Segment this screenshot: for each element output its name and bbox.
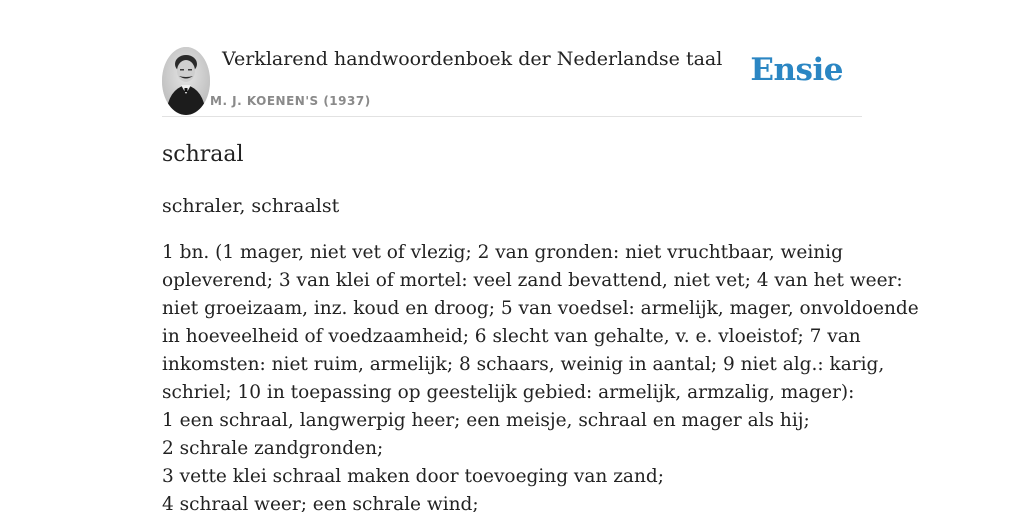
dictionary-header [162,0,862,117]
definition-line: 4 schraal weer; een schrale wind; [162,494,479,512]
entry-headword: schraal [162,142,244,167]
definition-line: in hoeveelheid of voedzaamheid; 6 slecht van gehalte, v. e. vloeistof; 7 van [162,326,861,347]
definition-line: inkomsten: niet ruim, armelijk; 8 schaars, weinig in aantal; 9 niet alg.: karig, [162,354,885,375]
definition-line: schriel; 10 in toepassing op geestelijk gebied: armelijk, armzalig, mager): [162,382,855,403]
definition-line: 2 schrale zandgronden; [162,438,384,459]
definition-line: 3 vette klei schraal maken door toevoeging van zand; [162,466,664,487]
definition-line: niet groeizaam, inz. koud en droog; 5 van voedsel: armelijk, mager, onvoldoende [162,298,919,319]
definition-line: opleverend; 3 van klei of mortel: veel zand bevattend, niet vet; 4 van het weer: [162,270,903,291]
entry-definition [162,239,919,512]
entry-forms: schraler, schraalst [162,195,340,217]
book-author: M. J. KOENEN'S (1937) [210,94,371,108]
author-portrait [162,47,210,115]
content-container [162,0,919,512]
ensie-logo-link[interactable]: Ensie [750,52,843,88]
definition-line: 1 bn. (1 mager, niet vet of vlezig; 2 van gronden: niet vruchtbaar, weinig [162,242,843,263]
book-title: Verklarend handwoordenboek der Nederlandse taal [222,48,723,70]
definition-line: 1 een schraal, langwerpig heer; een meisje, schraal en mager als hij; [162,410,810,431]
